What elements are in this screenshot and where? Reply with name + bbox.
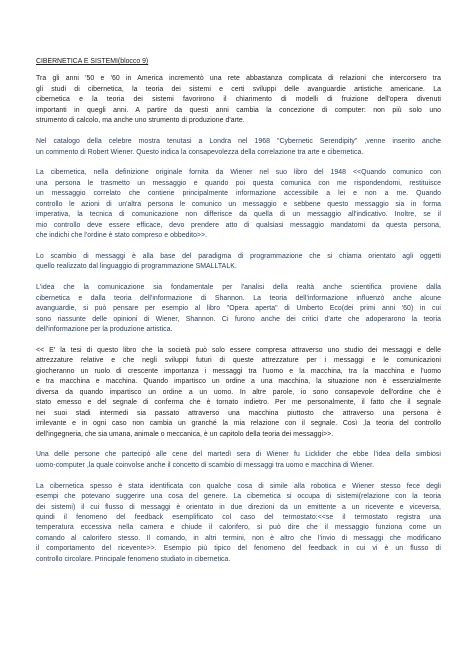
text-line: Tra gli anni '50 e '60 in America incrementò una rete abbastanza complicata di relazioni che intercorsero tra (36, 75, 441, 83)
text-line: quello realizzato dal linguaggio di programmazione SMALLTALK. (36, 263, 237, 271)
text-line: un messaggio correlato che contiene principalmente informazione accessibile a lei e non a me. Quando (36, 190, 441, 198)
text-line: comando al calorifero stesso. Il comando, in altri termini, non è altro che l'invio di messaggi che modificano (36, 534, 441, 542)
text-line: gli studi di cibernetica, la teoria dei sistemi e certi sviluppi delle avanguardie artistiche americane. La (36, 85, 441, 93)
text-line: temperatura eccessiva nella camera e chiude il calorifero, si può dire che il messaggio funziona come un (36, 524, 441, 532)
text-line: attrezzature relative e che negli sviluppi futuri di queste attrezzature per i messaggi e le comunicazioni (36, 357, 441, 365)
text-line: << E' la tesi di questo libro che la società può solo essere compresa attraverso uno studio dei messaggi e delle (36, 346, 441, 354)
text-line: avanguardie, si può pensare per esempio al libro "Opera aperta" di Umberto Eco(dei primi anni '60) in cui (36, 305, 441, 313)
text-line: cibernetica e la teoria dei sistemi favorirono il chiarimento di modelli di fruizione dell'opera divenuti (36, 96, 441, 104)
paragraph-6 (36, 346, 441, 440)
text-line: strumento di calcolo, ma anche uno strumento di produzione d'arte. (36, 117, 245, 125)
text-line: dei sistemi) il cui flusso di messaggi è orientato in due direzioni da un emittente a un ricevente e viceversa, (36, 503, 441, 511)
text-line: sono riassunte delle opinioni di Wiener, Shannon. Ci furono anche dei critici d'arte che adoperarono la teoria (36, 315, 441, 323)
paragraph-7 (36, 450, 441, 471)
text-line: dell'informazione per la produzione artistica. (36, 326, 173, 334)
text-line: diversa da quando impartisco un ordine a un uomo. In altre parole, io sono consapevole dell'ordine che è (36, 388, 441, 396)
text-line: esempi che potevano suggerire una cosa del genere. La cibernetica si occupa di sistemi(relazione con la teoria (36, 493, 441, 501)
paragraph-2 (36, 137, 441, 158)
text-line: L'idea che la comunicazione sia fondamentale per l'analisi della realtà anche scientifica proviene dalla (36, 284, 441, 292)
text-line: che indichi che l'ordine è stato compreso e obbedito>>. (36, 232, 208, 240)
paragraph-5 (36, 283, 441, 335)
text-line: un commento di Robert Wiener. Questo indica la consapevolezza della correlazione tra arte e cibernetica. (36, 148, 364, 156)
text-line: il comportamento del ricevente>>. Esempio più tipico del fenomeno del feedback in cui vi è un flusso di (36, 545, 441, 553)
text-line: controllo circolare. Principale fenomeno studiato in cibernetica. (36, 555, 231, 563)
text-line: La cibernetica, nella definizione originale fornita da Wiener nel suo libro del 1948 <<Quando comunico con (36, 169, 441, 177)
text-line: mio controllo deve essere efficace, devo prendere atto di qualsiasi messaggio mandatomi da questa persona, (36, 221, 441, 229)
text-line: imperativa, la tecnica di comunicazione non differisce da quella di un messaggio all'indicativo. Inoltre, se il (36, 211, 441, 219)
text-line: Lo scambio di messaggi è alla base del paradigma di programmazione che si chiama orientato agli oggetti (36, 252, 441, 260)
text-line: importanti in quegli anni. A partire da questi anni cambia la concezione di computer: non più solo uno (36, 106, 441, 114)
text-line: quindi il fenomeno del feedback esemplificato col caso del termostato:<<se il termostato registra una (36, 514, 441, 521)
text-line: controllo le azioni di un'altra persona le comunico un messaggio e sebbene questo messaggio sia in forma (36, 200, 441, 208)
text-line: nei suoi stadi intermedi sia passato attraverso una macchina piuttosto che attraverso una persona è (36, 409, 441, 417)
text-line: uomo-computer ,la quale coinvolse anche il concetto di scambio di messaggi tra uomo e macchina di Wiener. (36, 461, 375, 469)
paragraph-4 (36, 252, 441, 273)
text-line: irrilevante e in ogni caso non cambia un granché la mia relazione con il segnale. Così ,la teoria del controllo (36, 420, 441, 428)
text-line: La cibernetica spesso è stata identificata con qualche cosa di simile alla robotica e Wiener stesso fece degli (36, 482, 441, 490)
paragraph-8 (36, 482, 441, 566)
text-line: dell'ingegneria, che sia umana, animale o meccanica, è un capitolo della teoria dei messaggi>>. (36, 430, 334, 438)
text-line: cibernetica e dalla teoria dell'informazione di Shannon. La teoria dell'informazione influenzò anche alcune (36, 294, 441, 302)
text-line: Nel catalogo della celebre mostra tenutasi a Londra nel 1968 "Cybernetic Serendipity" ,venne inserito anche (36, 138, 441, 146)
text-line: e tra macchina e macchina. Quando impartisco un ordine a una macchina, la situazione non è essenzialmente (36, 378, 441, 386)
text-line: giocheranno un ruolo di crescente importanza i messaggi tra l'uomo e la macchina, tra la macchina e l'uomo (36, 367, 441, 375)
paragraph-1 (36, 74, 441, 126)
text-line: una persona le trasmetto un messaggio e quando poi questa comunica con me rispondendomi, restituisce (36, 179, 441, 187)
document-title: CIBERNETICA E SISTEMI(blocco 9) (36, 58, 149, 65)
text-line: Una delle persone che partecipò alle cene del martedì sera di Wiener fu Licklider che ebbe l'idea della simbiosi (36, 451, 441, 459)
paragraph-3 (36, 168, 441, 241)
text-line: stato emesso e del segnale di conferma che è tornato indietro. Per me personalmente, il fatto che il segnale (36, 399, 441, 407)
